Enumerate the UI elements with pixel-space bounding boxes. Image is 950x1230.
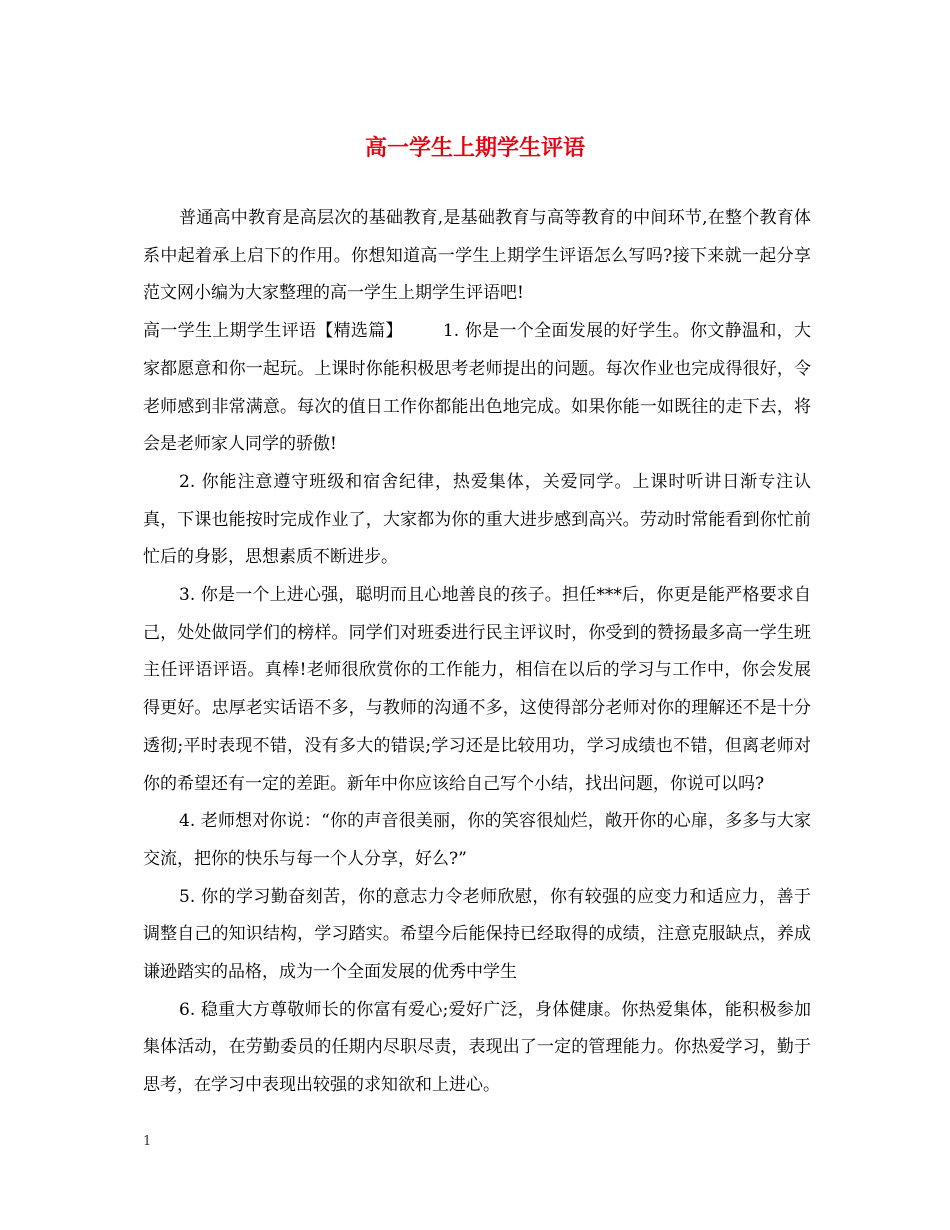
document-title: 高一学生上期学生评语 — [364, 135, 585, 161]
page-number: 1 — [143, 1134, 152, 1149]
comment-item-6: 6. 稳重大方尊敬师长的你富有爱心;爱好广泛，身体健康。你热爱集体，能积极参加集体活动，在劳勤委员的任期内尽职尽责，表现出了一定的管理能力。你热爱学习，勤于思考，在学习中表现出较强的求知欲和上进心。 — [143, 999, 811, 1096]
comment-item-1: 1. 你是一个全面发展的好学生。你文静温和，大家都愿意和你一起玩。上课时你能积极思考老师提出的问题。每次作业也完成得很好，令老师感到非常满意。每次的值日工作你都能出色地完成。如果你能一如既往的走下去，将会是老师家人同学的骄傲! — [143, 321, 811, 455]
comment-item-2: 2. 你能注意遵守班级和宿舍纪律，热爱集体，关爱同学。上课时听讲日渐专注认真，下课也能按时完成作业了，大家都为你的重大进步感到高兴。劳动时常能看到你忙前忙后的身影，思想素质不断进步。 — [143, 471, 811, 568]
comment-item-3: 3. 你是一个上进心强，聪明而且心地善良的孩子。担任***后，你更是能严格要求自己，处处做同学们的榜样。同学们对班委进行民主评议时，你受到的赞扬最多高一学生班主任评语评语。真棒!老师很欣赏你的工作能力，相信在以后的学习与工作中，你会发展得更好。忠厚老实话语不多，与教师的沟通不多，这使得部分老师对你的理解还不是十分透彻;平时表现不错，没有多大的错误;学习还是比较用功，学习成绩也不错，但离老师对你的希望还有一定的差距。新年中你应该给自己写个小结，找出问题，你说可以吗? — [143, 585, 811, 794]
section-heading: 高一学生上期学生评语【精选篇】 — [143, 321, 403, 342]
section-heading-row — [143, 313, 811, 464]
intro-paragraph: 普通高中教育是高层次的基础教育,是基础教育与高等教育的中间环节,在整个教育体系中起着承上启下的作用。你想知道高一学生上期学生评语怎么写吗?接下来就一起分享范文网小编为大家整理的高一学生上期学生评语吧! — [143, 208, 811, 304]
document-body — [143, 200, 811, 1105]
comment-item-4: 4. 老师想对你说：“你的声音很美丽，你的笑容很灿烂，敞开你的心扉，多多与大家交流，把你的快乐与每一个人分享，好么?” — [143, 811, 811, 869]
comment-item-5: 5. 你的学习勤奋刻苦，你的意志力令老师欣慰，你有较强的应变力和适应力，善于调整自己的知识结构，学习踏实。希望今后能保持已经取得的成绩，注意克服缺点，养成谦逊踏实的品格，成为一个全面发展的优秀中学生 — [143, 886, 811, 983]
